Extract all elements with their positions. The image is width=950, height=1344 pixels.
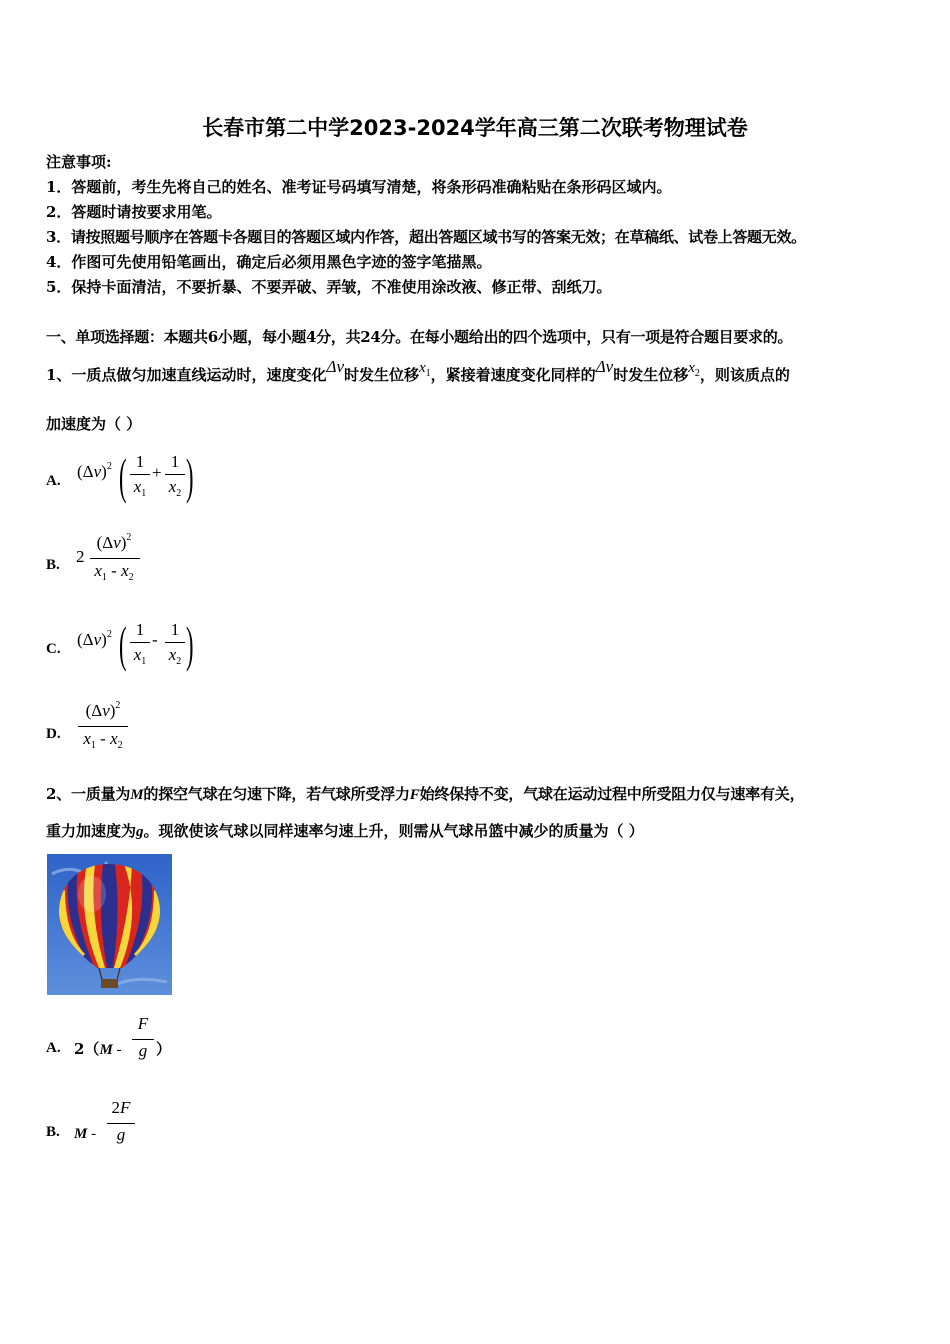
q1-x2: $x_2$ [688,360,700,379]
notice-item-4: 4．作图可先使用铅笔画出，确定后必须用黑色字迹的签字笔描黑。 [46,253,492,271]
q1-text-2: 时发生位移 [343,366,419,384]
q2-option-b-mass: M [74,1126,88,1142]
section-heading: 一、单项选择题：本题共6小题，每小题4分，共24分。在每小题给出的四个选项中，只有一项是符合题目要求的。 [46,328,793,346]
q1-text-5: ，则该质点的 [699,366,790,384]
q2-text-3: 始终保持不变，气球在运动过程中所受阻力仅与速率有关， [419,785,805,803]
notice-item-1: 1．答题前，考生先将自己的姓名、准考证号码填写清楚，将条形码准确粘贴在条形码区域内。 [46,178,672,196]
q2-option-a-label: A. [46,1040,61,1056]
q2-option-a-close: ） [156,1040,172,1058]
q1-x1: $x_1$ [419,360,431,379]
q1-stem-line2: 加速度为（ ） [46,415,142,433]
hot-air-balloon-image [47,854,172,995]
q2-mass-symbol: M [130,787,144,803]
notice-heading: 注意事项: [46,153,112,171]
q2-option-a-open: 2（ [74,1040,100,1058]
notice-item-2: 2．答题时请按要求用笔。 [46,203,222,221]
q2-option-b-label: B. [46,1124,60,1140]
q2-text-2: 的探空气球在匀速下降，若气球所受浮力 [143,785,410,803]
q1-stem [46,357,790,388]
q2-stem [46,784,804,805]
q1-option-a-label: A. [46,473,61,489]
notice-item-3: 3．请按照题号顺序在答题卡各题目的答题区域内作答，超出答题区域书写的答案无效；在草稿纸、试卷上答题无效。 [46,228,806,246]
q1-option-b-label: B. [46,557,60,573]
q1-text-4: 时发生位移 [613,366,689,384]
q2-text-5: 。现欲使该气球以同样速率匀速上升，则需从气球吊篮中减少的质量为（ ） [143,822,644,840]
q1-text-3: ，紧接着速度变化同样的 [430,366,596,384]
q2-gravity-symbol: g [136,824,144,840]
q2-force-symbol: F [409,787,420,803]
q1-delta-v-2: Δv [595,357,614,376]
q2-option-a-mass: M [99,1042,113,1058]
q1-option-d-label: D. [46,726,61,742]
q2-text-4: 重力加速度为 [46,822,137,840]
q2-text-1: 2、一质量为 [46,785,131,803]
notice-item-5: 5．保持卡面清洁，不要折暴、不要弄破、弄皱，不准使用涂改液、修正带、刮纸刀。 [46,278,612,296]
q2-stem-line2 [46,821,644,842]
q1-text-1: 1、一质点做匀加速直线运动时，速度变化 [46,366,327,384]
q1-option-c-label: C. [46,641,61,657]
q1-delta-v-1: Δv [326,357,344,376]
page-title: 长春市第二中学2023-2024学年高三第二次联考物理试卷 [202,116,748,140]
